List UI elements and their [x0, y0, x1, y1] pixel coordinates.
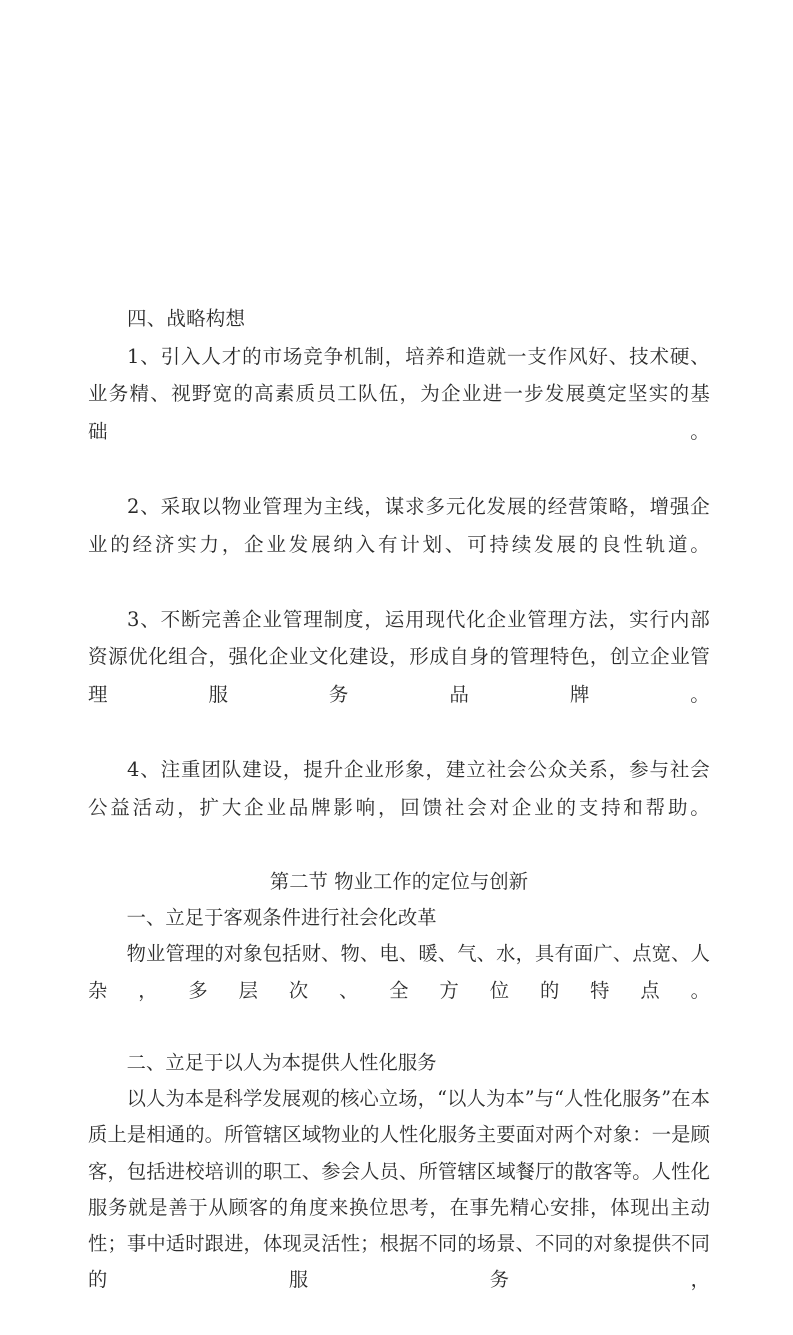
document-text-column [88, 300, 710, 1335]
section-four-item-4: 4、注重团队建设，提升企业形象，建立社会公众关系，参与社会公益活动，扩大企业品牌影响，回馈社会对企业的支持和帮助。 [88, 758, 710, 819]
subsection-two-paragraph-1: 以人为本是科学发展观的核心立场，“以人为本”与“人性化服务”在本质上是相通的。所管辖区域物业的人性化服务主要面对两个对象：一是顾客，包括进校培训的职工、参会人员、所管辖区域餐厅的散客等。人性化服务就是善于从顾客的角度来换位思考，在事先精心安排，体现出主动性；事中适时跟进，体现灵活性；根据不同的场景、不同的对象提供不同的服务， [88, 1087, 710, 1292]
section-four-block [88, 300, 710, 864]
subsection-one-paragraph-1: 物业管理的对象包括财、物、电、暖、气、水，具有面广、点宽、人杂，多层次、全方位的特点。 [88, 942, 710, 1002]
subsection-one-heading: 一、立足于客观条件进行社会化改革 [126, 906, 437, 930]
section-four-item-3: 3、不断完善企业管理制度，运用现代化企业管理方法，实行内部资源优化组合，强化企业文化建设，形成自身的管理特色，创立企业管理服务品牌。 [88, 607, 710, 706]
section-two-title: 第二节 物业工作的定位与创新 [269, 869, 529, 893]
section-two-block [88, 864, 710, 1335]
section-four-item-2: 2、采取以物业管理为主线，谋求多元化发展的经营策略，增强企业的经济实力，企业发展纳入有计划、可持续发展的良性轨道。 [88, 494, 710, 556]
section-four-heading: 四、战略构想 [127, 307, 246, 330]
section-four-item-1: 1、引入人才的市场竞争机制，培养和造就一支作风好、技术硬、业务精、视野宽的高素质员工队伍，为企业进一步发展奠定坚实的基础。 [88, 344, 710, 443]
subsection-two-heading: 二、立足于以人为本提供人性化服务 [126, 1050, 437, 1074]
